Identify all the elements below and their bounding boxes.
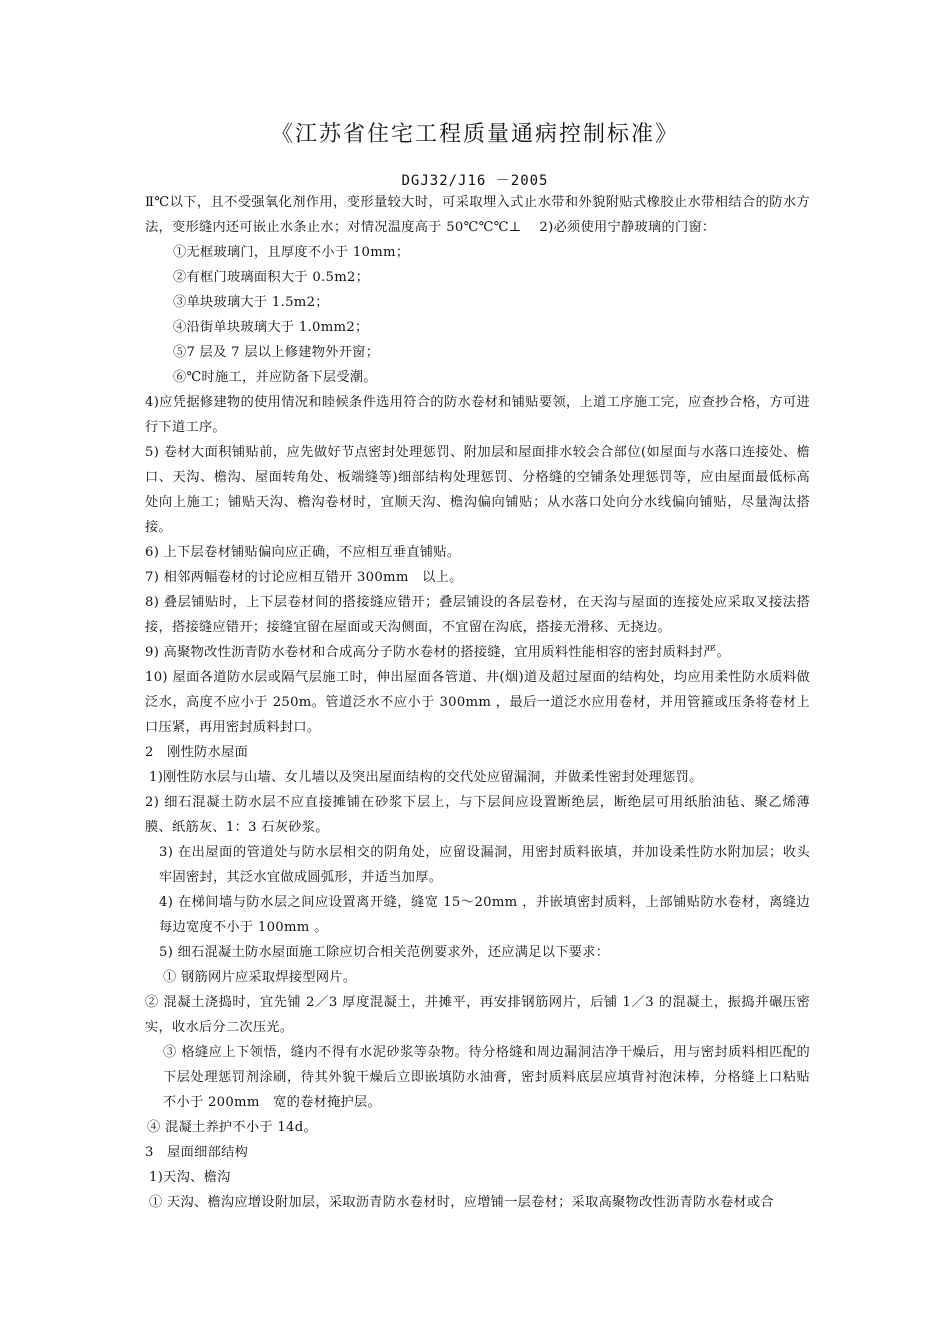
paragraph: 6) 上下层卷材铺贴偏向应正确，不应相互垂直铺贴。 bbox=[145, 545, 461, 560]
list-item: ① 天沟、檐沟应增设附加层，采取沥青防水卷材时，应增铺一层卷材；采取高聚物改性沥青防水卷材或合 bbox=[149, 1195, 774, 1210]
subsection-heading: 1)天沟、檐沟 bbox=[149, 1170, 231, 1185]
paragraph: Ⅱ℃以下，且不受强氧化剂作用，变形量较大时，可采取埋入式止水带和外貌附贴式橡胶止水带相结合的防水方法，变形缝内还可嵌止水条止水；对情况温度高于 50℃℃℃⊥ 2)必须使用宁静玻璃的门窗： bbox=[145, 195, 810, 235]
paragraph: 4)应凭据修建物的使用情况和睦候条件选用符合的防水卷材和铺贴要领，上道工序施工完，应查抄合格，方可进行下道工序。 bbox=[145, 395, 810, 435]
standard-code: DGJ32/J16 －2005 bbox=[401, 173, 549, 189]
list-item: ① 钢筋网片应采取焊接型网片。 bbox=[163, 970, 357, 985]
paragraph: 5) 细石混凝土防水屋面施工除应切合相关范例要求外，还应满足以下要求： bbox=[159, 945, 610, 960]
list-item: ⑥℃时施工，并应防备下层受潮。 bbox=[173, 370, 377, 385]
list-item: ③ 格缝应上下领悟，缝内不得有水泥砂浆等杂物。待分格缝和周边漏洞洁净干燥后，用与密封质料相匹配的下层处理惩罚剂涂刷，待其外貌干燥后立即嵌填防水油膏，密封质料底层应填背衬泡沫棒，分格缝上口粘贴不小于 200mm 宽的卷材掩护层。 bbox=[163, 1045, 810, 1110]
list-item: ①无框玻璃门，且厚度不小于 10mm； bbox=[173, 245, 410, 260]
section-heading: 2 刚性防水屋面 bbox=[145, 745, 249, 760]
document-body bbox=[145, 190, 810, 1215]
list-item: ②有框门玻璃面积大于 0.5m2； bbox=[173, 270, 370, 285]
paragraph: 10) 屋面各道防水层或隔气层施工时，伸出屋面各管道、井(烟)道及超过屋面的结构处，均应用柔性防水质料做泛水，高度不应小于 250m。管道泛水不应小于 300mm ，最后一道泛水应用卷材，并用管箍或压条将卷材上口压紧，再用密封质料封口。 bbox=[145, 670, 810, 735]
paragraph: 7) 相邻两幅卷材的讨论应相互错开 300mm 以上。 bbox=[145, 570, 463, 585]
list-item: ② 混凝土浇捣时，宜先铺 2／3 厚度混凝土，并摊平，再安排钢筋网片，后铺 1／3 的混凝土，振捣并碾压密实，收水后分二次压光。 bbox=[145, 995, 810, 1035]
paragraph: 5) 卷材大面积铺贴前，应先做好节点密封处理惩罚、附加层和屋面排水较会合部位(如屋面与水落口连接处、檐口、天沟、檐沟、屋面转角处、板端缝等)细部结构处理惩罚、分格缝的空铺条处理惩罚等，应由屋面最低标高处向上施工；铺贴天沟、檐沟卷材时，宜顺天沟、檐沟偏向铺贴；从水落口处向分水线偏向铺贴，尽量淘汰搭接。 bbox=[145, 445, 810, 535]
paragraph: 3) 在出屋面的管道处与防水层相交的阴角处，应留设漏洞，用密封质料嵌填，并加设柔性防水附加层；收头牢固密封，其泛水宜做成圆弧形，并适当加厚。 bbox=[159, 845, 810, 885]
list-item: ④ 混凝土养护不小于 14d。 bbox=[147, 1120, 317, 1135]
list-item: ③单块玻璃大于 1.5m2； bbox=[173, 295, 329, 310]
paragraph: 8) 叠层铺贴时，上下层卷材间的搭接缝应错开；叠层铺设的各层卷材，在天沟与屋面的连接处应采取叉接法搭接，搭接缝应错开；接缝宜留在屋面或天沟侧面，不宜留在沟底，搭接无滑移、无挠边。 bbox=[145, 595, 810, 635]
paragraph: 1)刚性防水层与山墙、女儿墙以及突出屋面结构的交代处应留漏洞，并做柔性密封处理惩罚。 bbox=[149, 770, 703, 785]
document-title: 《江苏省住宅工程质量通病控制标准》 bbox=[270, 122, 679, 147]
section-heading: 3 屋面细部结构 bbox=[145, 1145, 249, 1160]
paragraph: 2) 细石混凝土防水层不应直接摊铺在砂浆下层上，与下层间应设置断绝层，断绝层可用纸胎油毡、聚乙烯薄膜、纸筋灰、1：3 石灰砂浆。 bbox=[145, 795, 810, 835]
paragraph: 4) 在梯间墙与防水层之间应设置离开缝，缝宽 15～20mm ，并嵌填密封质料，上部铺贴防水卷材，离缝边每边宽度不小于 100mm 。 bbox=[159, 895, 810, 935]
list-item: ④沿街单块玻璃大于 1.0mm2； bbox=[173, 320, 369, 335]
paragraph: 9) 高聚物改性沥青防水卷材和合成高分子防水卷材的搭接缝，宜用质料性能相容的密封质料封严。 bbox=[145, 645, 731, 660]
list-item: ⑤7 层及 7 层以上修建物外开窗； bbox=[173, 345, 380, 360]
